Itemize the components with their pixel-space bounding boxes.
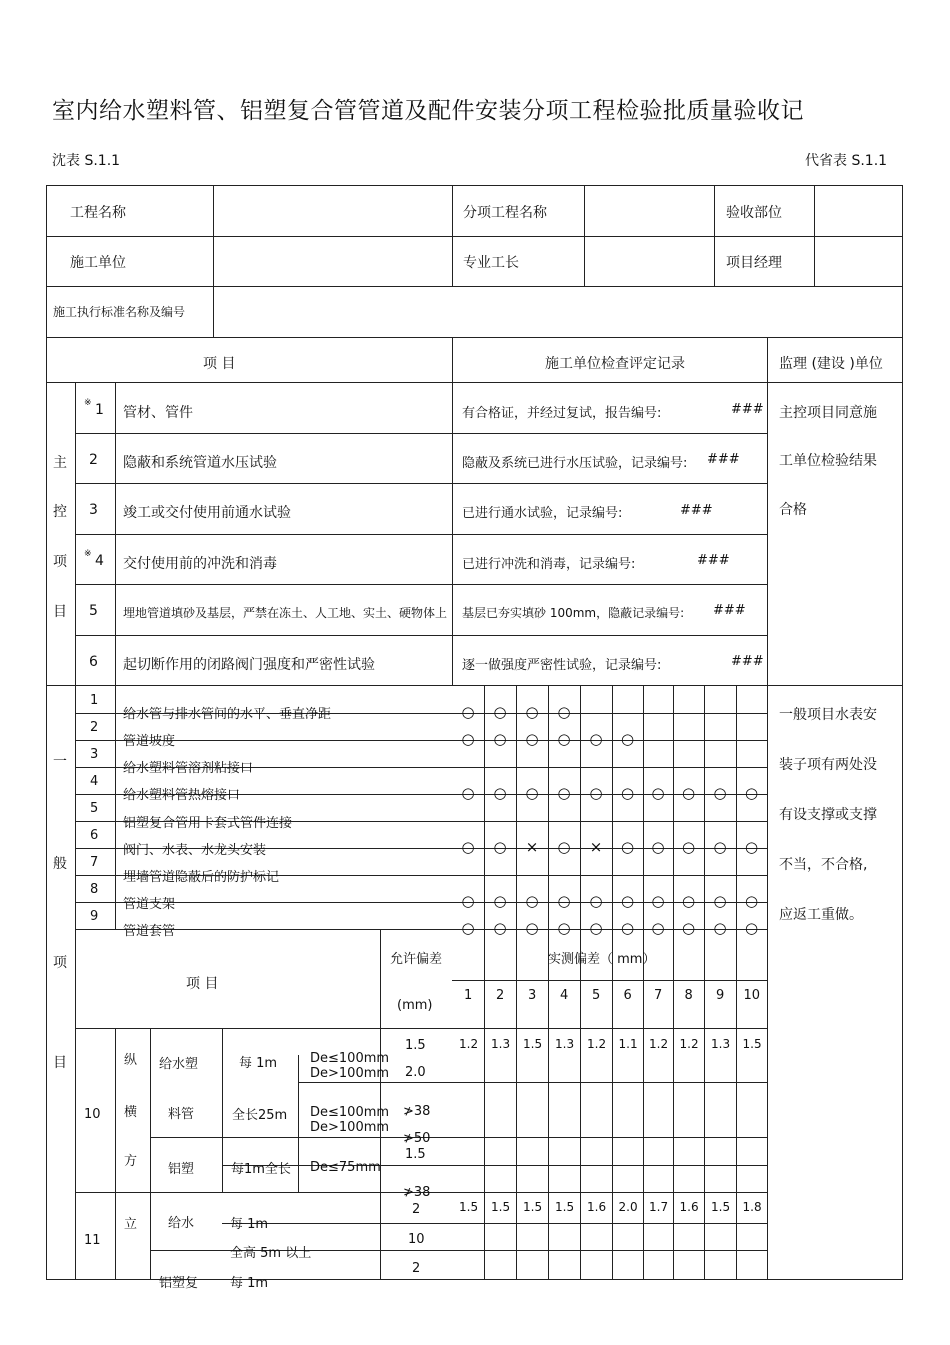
measured-value: 1.8 [742,1200,762,1214]
pass-mark: ○ [461,730,475,748]
pass-mark: ○ [651,919,665,937]
measured-value: 1.6 [587,1200,607,1214]
pass-mark: ○ [713,892,727,910]
tolerance-header: 允许偏差 [390,952,443,967]
measure-point-number: 1 [464,988,473,1003]
pass-mark: ○ [620,784,635,802]
foreman-label: 专业工长 [463,255,519,271]
pass-mark: ○ [681,919,696,937]
pass-mark: ○ [589,892,603,910]
measure-point-number: 8 [684,988,693,1003]
measure-point-number: 6 [623,988,632,1003]
pass-mark: ○ [651,892,665,910]
pass-mark: ○ [620,730,635,748]
sub-project-name-label: 分项工程名称 [463,205,547,221]
measured-value: 1.7 [649,1200,669,1214]
pass-mark: ○ [525,919,539,937]
pass-mark: ○ [681,784,696,802]
pass-mark: ○ [461,784,475,802]
measured-value: 1.5 [459,1200,479,1214]
pass-mark: ○ [525,703,539,721]
pass-mark: ○ [744,892,759,910]
measured-value: 1.5 [555,1200,575,1214]
pass-mark: ○ [651,784,665,802]
pass-mark: ○ [493,784,507,802]
measured-value: 1.5 [742,1037,762,1051]
pass-mark: ○ [557,919,571,937]
measure-point-number: 4 [560,988,569,1003]
pass-mark: ○ [620,892,635,910]
measure-point-number: 9 [716,988,725,1003]
pass-mark: ○ [525,730,539,748]
pass-mark: ○ [557,892,571,910]
measured-value: 1.2 [459,1037,479,1051]
pass-mark: ○ [493,730,507,748]
pass-mark: ○ [744,784,759,802]
pass-mark: ○ [493,703,507,721]
measure-point-number: 2 [496,988,505,1003]
measure-point-number: 7 [654,988,663,1003]
pass-mark: ○ [493,892,507,910]
measure-point-number: 5 [592,988,601,1003]
measured-value: 1.1 [618,1037,638,1051]
standard-label: 施工执行标准名称及编号 [53,305,186,319]
pass-mark: ○ [744,919,759,937]
pass-mark: ○ [493,919,507,937]
measured-value: 1.6 [679,1200,699,1214]
measure-point-number: 3 [528,988,537,1003]
measured-value: 1.2 [587,1037,607,1051]
tolerance-unit: (mm) [397,998,433,1013]
construction-unit-label: 施工单位 [70,255,126,271]
fail-mark: × [525,838,539,856]
pass-mark: ○ [681,892,696,910]
pass-mark: ○ [557,784,571,802]
page-title: 室内给水塑料管、铝塑复合管管道及配件安装分项工程检验批质量验收记 [52,98,804,124]
pass-mark: ○ [651,838,665,856]
measured-value: 2.0 [618,1200,638,1214]
supervision-column-header: 监理 (建设 )单位 [779,356,883,372]
pass-mark: ○ [744,838,759,856]
measured-value: 1.5 [491,1200,511,1214]
pass-mark: ○ [620,919,635,937]
pass-mark: ○ [589,784,603,802]
pass-mark: ○ [557,730,571,748]
measured-value: 1.3 [711,1037,731,1051]
measured-value: 1.2 [649,1037,669,1051]
pass-mark: ○ [713,919,727,937]
form-code-left: 沈表 S.1.1 [52,153,121,169]
form-code-right: 代省表 S.1.1 [805,153,888,169]
pass-mark: ○ [620,838,635,856]
pass-mark: ○ [557,838,571,856]
pass-mark: ○ [557,703,571,721]
fail-mark: × [589,838,603,856]
pass-mark: ○ [589,919,603,937]
record-column-header: 施工单位检查评定记录 [545,356,685,372]
measured-value: 1.5 [523,1200,543,1214]
pass-mark: ○ [461,919,475,937]
acceptance-part-label: 验收部位 [726,205,782,221]
measured-value: 1.3 [491,1037,511,1051]
pass-mark: ○ [589,730,603,748]
project-name-label: 工程名称 [70,205,126,221]
pass-mark: ○ [461,892,475,910]
pass-mark: ○ [525,784,539,802]
pass-mark: ○ [525,892,539,910]
project-manager-label: 项目经理 [726,255,782,271]
pass-mark: ○ [713,784,727,802]
pass-mark: ○ [461,703,475,721]
measured-value: 1.2 [679,1037,699,1051]
measured-value: 1.3 [555,1037,575,1051]
pass-mark: ○ [681,838,696,856]
measure-point-number: 10 [743,988,761,1003]
pass-mark: ○ [461,838,475,856]
pass-mark: ○ [713,838,727,856]
pass-mark: ○ [493,838,507,856]
measured-value: 1.5 [711,1200,731,1214]
measured-header: 实测偏差（ mm） [548,952,656,967]
item-column-header: 项 目 [203,356,236,372]
measured-value: 1.5 [523,1037,543,1051]
sub-item-header: 项 目 [186,976,219,992]
